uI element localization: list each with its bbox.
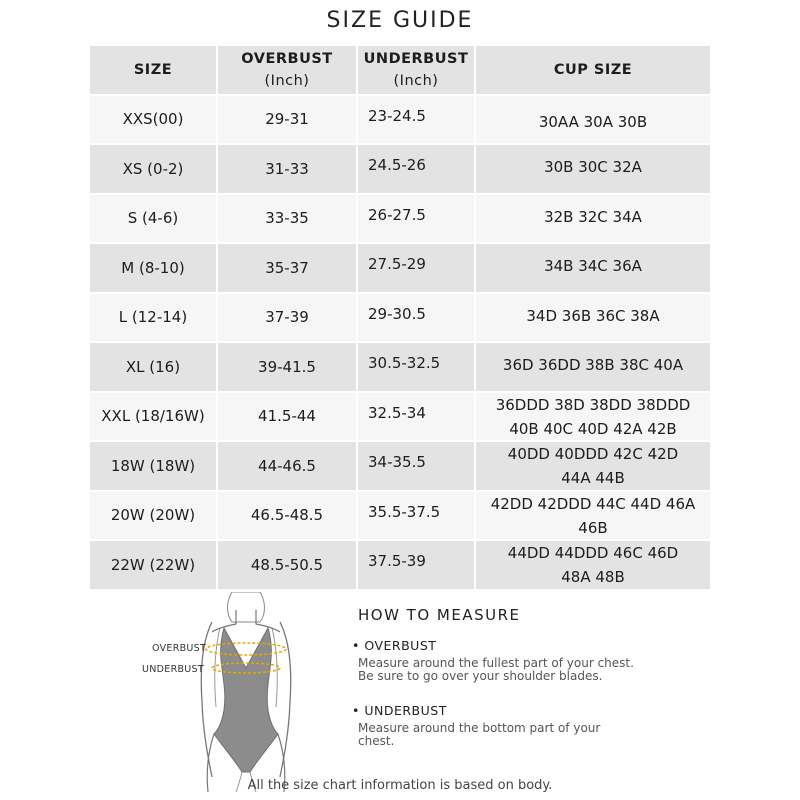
overbust-cell: 35-37 bbox=[218, 244, 358, 294]
size-cell: 18W (18W) bbox=[90, 442, 218, 492]
cup-cell bbox=[476, 442, 712, 492]
cup-line: 30AA 30A 30B bbox=[538, 112, 648, 131]
table-row bbox=[90, 145, 712, 195]
size-cell: XXS(00) bbox=[90, 96, 218, 146]
size-cell: L (12-14) bbox=[90, 294, 218, 344]
how-to-measure bbox=[352, 606, 692, 768]
measurement-figure bbox=[140, 592, 340, 792]
header-cup-size: CUP SIZE bbox=[476, 46, 712, 96]
overbust-cell: 39-41.5 bbox=[218, 343, 358, 393]
underbust-cell: 34-35.5 bbox=[358, 442, 476, 492]
table-header-row bbox=[90, 46, 712, 96]
size-cell: M (8-10) bbox=[90, 244, 218, 294]
cup-line: 36DDD 38D 38DD 38DDD bbox=[495, 395, 691, 414]
table-row bbox=[90, 492, 712, 542]
cup-line: 40B 40C 40D 42A 42B bbox=[509, 419, 677, 438]
overbust-line-1: Measure around the fullest part of your chest. bbox=[358, 656, 634, 670]
underbust-cell: 30.5-32.5 bbox=[358, 343, 476, 393]
cup-line: 30B 30C 32A bbox=[544, 158, 642, 176]
underbust-cell: 32.5-34 bbox=[358, 393, 476, 443]
cup-line: 40DD 40DDD 42C 42D bbox=[507, 445, 679, 464]
header-size: SIZE bbox=[90, 46, 218, 96]
cup-cell bbox=[476, 195, 712, 245]
overbust-figure-label: OVERBUST bbox=[152, 643, 207, 654]
underbust-cell: 35.5-37.5 bbox=[358, 492, 476, 542]
footer-note: All the size chart information is based on body. bbox=[247, 778, 553, 793]
bodysuit-shape bbox=[214, 628, 278, 772]
size-cell: 20W (20W) bbox=[90, 492, 218, 542]
overbust-line-2: Be sure to go over your shoulder blades. bbox=[358, 669, 603, 683]
size-table bbox=[90, 46, 712, 591]
cup-line: 44A 44B bbox=[561, 469, 625, 488]
overbust-cell: 31-33 bbox=[218, 145, 358, 195]
underbust-heading: • UNDERBUST bbox=[352, 703, 447, 718]
size-cell: 22W (22W) bbox=[90, 541, 218, 591]
header-overbust-unit: (Inch) bbox=[264, 72, 310, 89]
underbust-line-2: chest. bbox=[358, 734, 395, 748]
table-row bbox=[90, 244, 712, 294]
table-row bbox=[90, 393, 712, 443]
cup-line: 36D 36DD 38B 38C 40A bbox=[502, 356, 684, 374]
cup-line: 46B bbox=[578, 518, 608, 537]
size-cell: XXL (18/16W) bbox=[90, 393, 218, 443]
size-cell: XL (16) bbox=[90, 343, 218, 393]
body-silhouette-icon bbox=[140, 592, 340, 792]
underbust-cell: 24.5-26 bbox=[358, 145, 476, 195]
overbust-cell: 29-31 bbox=[218, 96, 358, 146]
cup-cell bbox=[476, 145, 712, 195]
table-row bbox=[90, 442, 712, 492]
page-title: SIZE GUIDE bbox=[326, 8, 474, 33]
how-to-title: HOW TO MEASURE bbox=[358, 606, 521, 624]
cup-cell bbox=[476, 96, 712, 146]
cup-line: 34D 36B 36C 38A bbox=[526, 306, 660, 325]
cup-line: 34B 34C 36A bbox=[544, 257, 642, 275]
underbust-figure-label: UNDERBUST bbox=[142, 664, 204, 675]
underbust-cell: 23-24.5 bbox=[358, 96, 476, 146]
header-overbust bbox=[218, 46, 358, 96]
overbust-cell: 48.5-50.5 bbox=[218, 541, 358, 591]
overbust-heading: • OVERBUST bbox=[352, 638, 437, 653]
table-row bbox=[90, 96, 712, 146]
table-row bbox=[90, 195, 712, 245]
header-underbust-unit: (Inch) bbox=[393, 72, 439, 89]
cup-cell bbox=[476, 294, 712, 344]
table-row bbox=[90, 343, 712, 393]
cup-line: 42DD 42DDD 44C 44D 46A bbox=[490, 494, 696, 513]
overbust-description bbox=[358, 657, 658, 683]
underbust-cell: 37.5-39 bbox=[358, 541, 476, 591]
underbust-cell: 26-27.5 bbox=[358, 195, 476, 245]
header-underbust bbox=[358, 46, 476, 96]
cup-line: 44DD 44DDD 46C 46D bbox=[507, 544, 679, 563]
table-row bbox=[90, 541, 712, 591]
table-row bbox=[90, 294, 712, 344]
underbust-cell: 27.5-29 bbox=[358, 244, 476, 294]
overbust-cell: 41.5-44 bbox=[218, 393, 358, 443]
underbust-line-1: Measure around the bottom part of your bbox=[358, 721, 601, 735]
cup-cell bbox=[476, 244, 712, 294]
underbust-description bbox=[358, 722, 658, 748]
cup-cell bbox=[476, 492, 712, 542]
header-underbust-label: UNDERBUST bbox=[363, 50, 469, 67]
cup-cell bbox=[476, 393, 712, 443]
cup-cell bbox=[476, 343, 712, 393]
size-cell: XS (0-2) bbox=[90, 145, 218, 195]
header-overbust-label: OVERBUST bbox=[241, 50, 333, 67]
underbust-cell: 29-30.5 bbox=[358, 294, 476, 344]
cup-line: 48A 48B bbox=[561, 568, 625, 587]
cup-line: 32B 32C 34A bbox=[544, 207, 642, 226]
overbust-cell: 44-46.5 bbox=[218, 442, 358, 492]
size-cell: S (4-6) bbox=[90, 195, 218, 245]
cup-cell bbox=[476, 541, 712, 591]
overbust-cell: 37-39 bbox=[218, 294, 358, 344]
overbust-cell: 46.5-48.5 bbox=[218, 492, 358, 542]
overbust-cell: 33-35 bbox=[218, 195, 358, 245]
